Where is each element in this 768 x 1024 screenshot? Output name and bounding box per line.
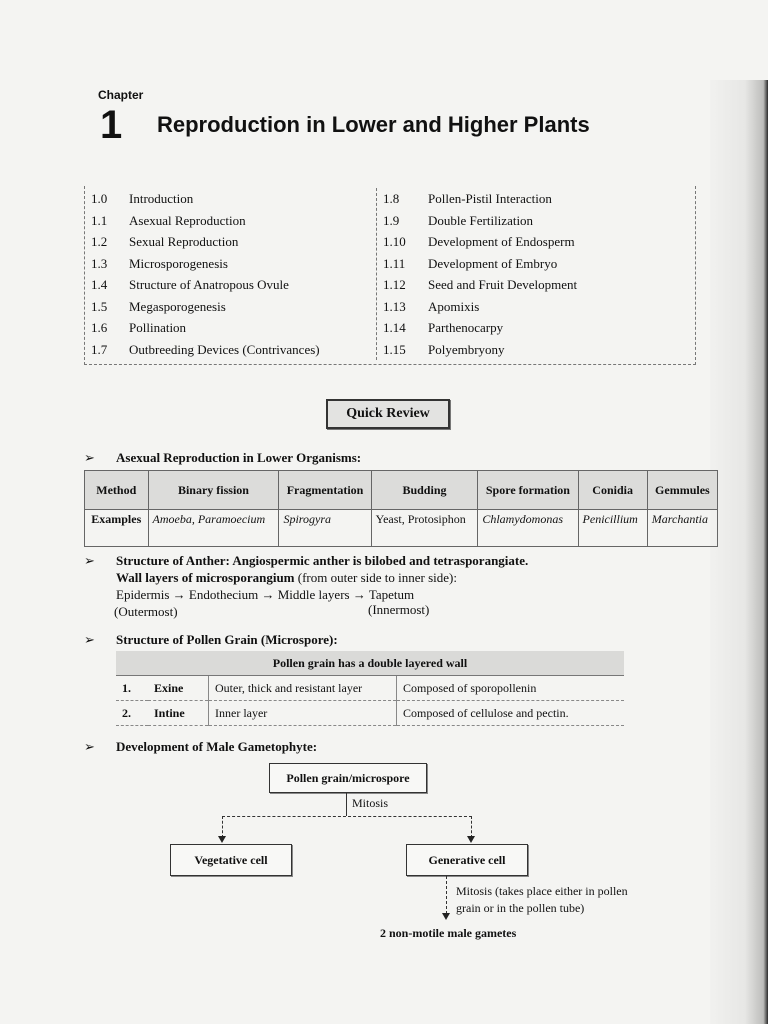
table-cell: Chlamydomonas bbox=[478, 510, 578, 547]
toc-divider bbox=[376, 188, 377, 360]
table-header-cell: Fragmentation bbox=[279, 471, 371, 510]
toc-item-title: Introduction bbox=[129, 191, 194, 206]
toc-item-title: Double Fertilization bbox=[428, 212, 534, 228]
chapter-title: Reproduction in Lower and Higher Plants bbox=[157, 112, 590, 137]
mitosis-note-line1: Mitosis (takes place either in pollen bbox=[456, 884, 628, 898]
table-row bbox=[116, 701, 624, 726]
toc-item-number: 1.13 bbox=[383, 298, 406, 314]
connector-line bbox=[346, 792, 347, 816]
table-cell: Inner layer bbox=[209, 701, 397, 726]
bullet-icon: ➢ bbox=[84, 450, 95, 465]
anther-heading: Structure of Anther: Angiospermic anther is bilobed and tetrasporangiate. bbox=[116, 553, 529, 568]
toc-item-number: 1.9 bbox=[383, 212, 400, 228]
toc-item-title: Development of Embryo bbox=[428, 255, 558, 271]
wall-layers-line bbox=[116, 570, 457, 586]
toc-item-title: Polyembryony bbox=[428, 341, 505, 357]
outermost-label: (Outermost) bbox=[114, 604, 178, 619]
toc-item-title: Pollen-Pistil Interaction bbox=[428, 191, 552, 206]
toc-item-title: Seed and Fruit Development bbox=[428, 277, 578, 292]
pollen-wall-table bbox=[116, 651, 624, 726]
toc-item-number: 1.8 bbox=[383, 191, 400, 206]
table-header-cell: Conidia bbox=[578, 471, 647, 510]
generative-cell-node: Generative cell bbox=[406, 844, 528, 876]
wall-layers-rest: (from outer side to inner side): bbox=[294, 570, 457, 585]
toc-item-title: Parthenocarpy bbox=[428, 320, 504, 335]
chapter-label: Chapter bbox=[98, 88, 144, 102]
bullet-icon: ➢ bbox=[84, 553, 95, 568]
bullet-icon: ➢ bbox=[84, 632, 95, 647]
table-row bbox=[85, 510, 718, 547]
table-row bbox=[85, 471, 718, 510]
table-cell: Composed of cellulose and pectin. bbox=[397, 701, 625, 726]
toc-item-title: Outbreeding Devices (Contrivances) bbox=[129, 341, 320, 357]
branch-line bbox=[222, 816, 472, 817]
toc-item-title: Pollination bbox=[129, 320, 187, 335]
table-cell: 2. bbox=[116, 701, 148, 726]
arrow-down-icon bbox=[467, 836, 475, 843]
table-of-contents bbox=[84, 186, 696, 365]
asexual-heading: Asexual Reproduction in Lower Organisms: bbox=[116, 450, 362, 465]
quick-review-box: Quick Review bbox=[326, 399, 450, 429]
pollen-table-caption: Pollen grain has a double layered wall bbox=[116, 651, 624, 676]
gametophyte-heading: Development of Male Gametophyte: bbox=[116, 739, 318, 754]
table-header-cell: Spore formation bbox=[478, 471, 578, 510]
table-cell: Intine bbox=[148, 701, 209, 726]
toc-item-number: 1.0 bbox=[91, 191, 108, 206]
table-cell: Exine bbox=[148, 676, 209, 701]
table-cell: Composed of sporopollenin bbox=[397, 676, 625, 701]
pollen-heading: Structure of Pollen Grain (Microspore): bbox=[116, 632, 338, 647]
generative-connector bbox=[446, 876, 447, 914]
toc-item-title: Sexual Reproduction bbox=[129, 234, 239, 249]
table-cell: Marchantia bbox=[647, 510, 717, 547]
toc-item-title: Apomixis bbox=[428, 298, 480, 314]
table-header-cell: Gemmules bbox=[647, 471, 717, 510]
table-header-cell: Budding bbox=[371, 471, 478, 510]
toc-item-number: 1.6 bbox=[91, 320, 108, 335]
innermost-label: (Innermost) bbox=[368, 602, 430, 617]
toc-item-number: 1.5 bbox=[91, 298, 108, 314]
toc-item-title: Asexual Reproduction bbox=[129, 212, 246, 228]
mitosis-label: Mitosis bbox=[352, 796, 389, 810]
toc-item-number: 1.3 bbox=[91, 255, 108, 271]
toc-item-number: 1.4 bbox=[91, 277, 108, 292]
table-header-cell: Method bbox=[85, 471, 149, 510]
toc-item-number: 1.10 bbox=[383, 234, 406, 249]
arrow-down-icon bbox=[218, 836, 226, 843]
toc-item-number: 1.2 bbox=[91, 234, 108, 249]
branch-line-left bbox=[222, 816, 223, 838]
chapter-number: 1 bbox=[100, 103, 123, 147]
arrow-down-icon bbox=[442, 913, 450, 920]
table-row bbox=[116, 676, 624, 701]
vegetative-cell-node: Vegetative cell bbox=[170, 844, 292, 876]
toc-item-number: 1.1 bbox=[91, 212, 108, 228]
toc-item-title: Structure of Anatropous Ovule bbox=[129, 277, 289, 292]
table-cell: Spirogyra bbox=[279, 510, 371, 547]
toc-item-title: Development of Endosperm bbox=[428, 234, 575, 249]
table-header-cell: Binary fission bbox=[148, 471, 279, 510]
page-binding-edge bbox=[710, 80, 768, 1024]
wall-sequence: Epidermis → Endothecium → Middle layers → Tapetum bbox=[116, 587, 415, 602]
table-row bbox=[116, 651, 624, 676]
branch-line-right bbox=[471, 816, 472, 838]
example-yeast: Yeast, Protosiphon bbox=[375, 512, 466, 526]
toc-item-number: 1.15 bbox=[383, 341, 406, 357]
pollen-grain-node: Pollen grain/microspore bbox=[269, 763, 427, 793]
toc-item-number: 1.12 bbox=[383, 277, 406, 292]
mitosis-note-line2: grain or in the pollen tube) bbox=[456, 901, 585, 915]
bullet-icon: ➢ bbox=[84, 739, 95, 754]
table-cell: Amoeba, Paramoecium bbox=[148, 510, 279, 547]
table-cell: 1. bbox=[116, 676, 148, 701]
table-row-label: Examples bbox=[85, 510, 149, 547]
toc-item-number: 1.7 bbox=[91, 341, 108, 357]
table-cell bbox=[371, 510, 478, 547]
asexual-table bbox=[84, 470, 718, 547]
wall-layers-bold: Wall layers of microsporangium bbox=[116, 570, 295, 585]
toc-item-title: Megasporogenesis bbox=[129, 298, 226, 314]
table-cell: Outer, thick and resistant layer bbox=[209, 676, 397, 701]
toc-item-number: 1.11 bbox=[383, 255, 406, 271]
table-cell: Penicillium bbox=[578, 510, 647, 547]
male-gametes-label: 2 non-motile male gametes bbox=[380, 926, 517, 940]
toc-item-number: 1.14 bbox=[383, 320, 406, 335]
toc-item-title: Microsporogenesis bbox=[129, 255, 228, 271]
